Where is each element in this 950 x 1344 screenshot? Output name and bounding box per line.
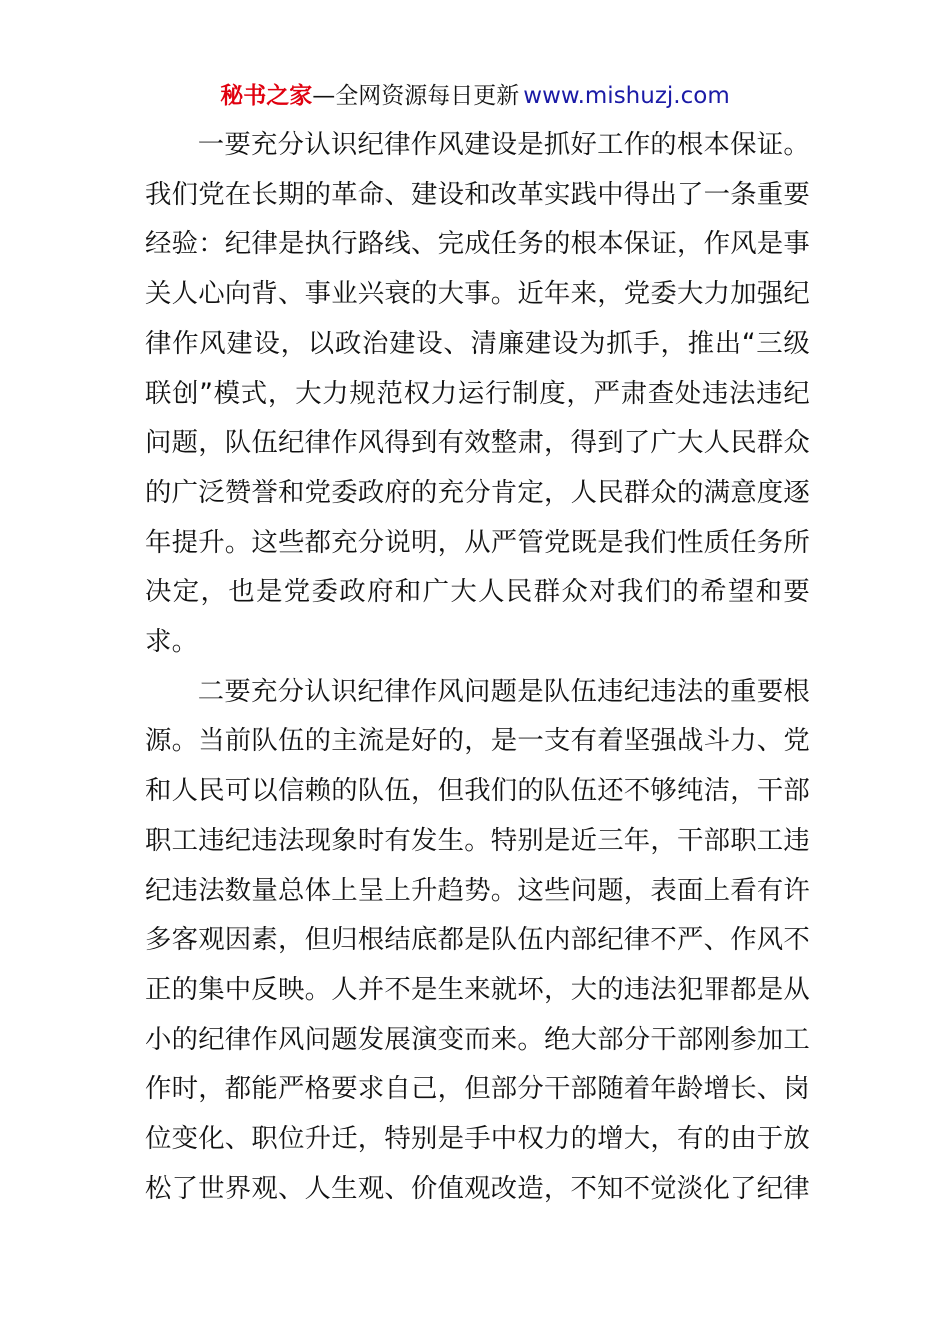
site-url-link[interactable]: www.mishuzj.com (523, 83, 730, 109)
paragraph-2: 二要充分认识纪律作风问题是队伍违纪违法的重要根源。当前队伍的主流是好的，是一支有着坚强战斗力、党和人民可以信赖的队伍，但我们的队伍还不够纯洁，干部职工违纪违法现象时有发生。特别是近三年，干部职工违纪违法数量总体上呈上升趋势。这些问题，表面上看有许多客观因素，但归根结底都是队伍内部纪律不严、作风不正的集中反映。人并不是生来就坏，大的违法犯罪都是从小的纪律作风问题发展演变而来。绝大部分干部刚参加工作时，都能严格要求自己，但部分干部随着年龄增长、岗位变化、职位升迁，特别是手中权力的增大，有的由于放松了世界观、人生观、价值观改造，不知不觉淡化了纪律 (145, 675, 810, 1204)
paragraph-1: 一要充分认识纪律作风建设是抓好工作的根本保证。我们党在长期的革命、建设和改革实践中得出了一条重要经验：纪律是执行路线、完成任务的根本保证，作风是事关人心向背、事业兴衰的大事。近年来，党委大力加强纪律作风建设，以政治建设、清廉建设为抓手，推出“三级联创”模式，大力规范权力运行制度，严肃查处违法违纪问题，队伍纪律作风得到有效整肃，得到了广大人民群众的广泛赞誉和党委政府的充分肯定，人民群众的满意度逐年提升。这些都充分说明，从严管党既是我们性质任务所决定，也是党委政府和广大人民群众对我们的希望和要求。 (145, 129, 810, 658)
document-body (145, 120, 810, 1213)
site-header (0, 80, 950, 112)
header-tagline: —全网资源每日更新 (312, 83, 520, 109)
brand-name: 秘书之家 (220, 83, 313, 109)
